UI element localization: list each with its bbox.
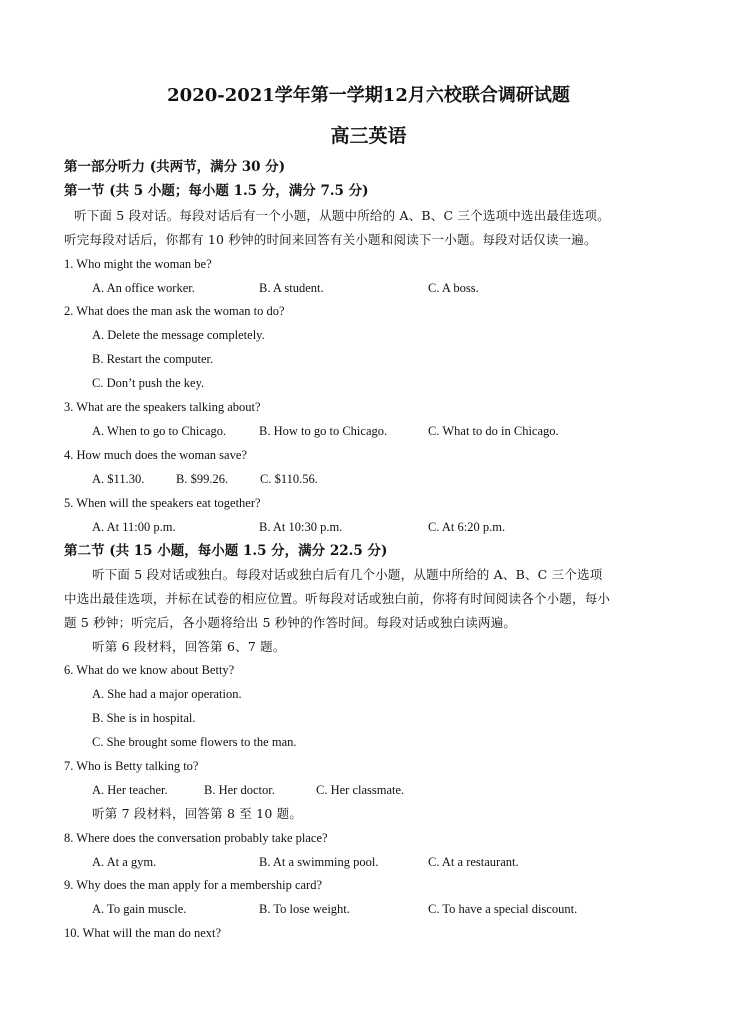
question-8-option-c: C. At a restaurant. xyxy=(428,855,519,869)
section1-heading: 第一节 (共 5 小题；每小题 1.5 分，满分 7.5 分) xyxy=(64,183,369,199)
exam-subtitle: 高三英语 xyxy=(330,125,407,147)
question-6-option-a: A. She had a major operation. xyxy=(92,687,242,701)
question-9-stem: 9. Why does the man apply for a membership card? xyxy=(64,878,323,892)
question-5-option-b: B. At 10:30 p.m. xyxy=(259,520,343,534)
question-3-stem: 3. What are the speakers talking about? xyxy=(64,400,261,414)
section2-instruction-2: 中选出最佳选项，并标在试卷的相应位置。听每段对话或独白前，你将有时间阅读各个小题，每小 xyxy=(64,591,611,606)
section2-heading: 第二节 (共 15 小题，每小题 1.5 分，满分 22.5 分) xyxy=(64,543,388,559)
question-4-option-c: C. $110.56. xyxy=(260,472,318,486)
question-5-stem: 5. When will the speakers eat together? xyxy=(64,496,261,510)
question-1-option-a: A. An office worker. xyxy=(92,281,195,295)
question-8-stem: 8. Where does the conversation probably take place? xyxy=(64,831,328,845)
question-1-option-c: C. A boss. xyxy=(428,281,479,295)
question-7-option-a: A. Her teacher. xyxy=(92,783,168,797)
question-2-option-a: A. Delete the message completely. xyxy=(92,328,265,342)
section2-instruction-3: 题 5 秒钟；听完后，各小题将给出 5 秒钟的作答时间。每段对话或独白读两遍。 xyxy=(64,615,517,630)
question-2-option-c: C. Don’t push the key. xyxy=(92,376,205,390)
question-4-stem: 4. How much does the woman save? xyxy=(64,448,247,462)
question-8-option-a: A. At a gym. xyxy=(92,855,157,869)
section1-instruction-1: 听下面 5 段对话。每段对话后有一个小题，从题中所给的 A、B、C 三个选项中选出最佳选项。 xyxy=(74,208,610,223)
question-1-stem: 1. Who might the woman be? xyxy=(64,257,212,271)
question-9-option-b: B. To lose weight. xyxy=(259,902,350,916)
question-9-option-c: C. To have a special discount. xyxy=(428,902,578,916)
question-3-option-b: B. How to go to Chicago. xyxy=(259,424,388,438)
material-6-note: 听第 6 段材料，回答第 6、7 题。 xyxy=(92,639,286,654)
question-7-option-c: C. Her classmate. xyxy=(316,783,405,797)
question-6-option-c: C. She brought some flowers to the man. xyxy=(92,735,297,749)
question-7-stem: 7. Who is Betty talking to? xyxy=(64,759,199,773)
section2-instruction-1: 听下面 5 段对话或独白。每段对话或独白后有几个小题，从题中所给的 A、B、C 三个选项 xyxy=(92,567,603,582)
question-5-option-c: C. At 6:20 p.m. xyxy=(428,520,506,534)
question-3-option-c: C. What to do in Chicago. xyxy=(428,424,559,438)
part1-heading: 第一部分听力 (共两节，满分 30 分) xyxy=(64,159,286,175)
question-5-option-a: A. At 11:00 p.m. xyxy=(92,520,176,534)
exam-title: 2020-2021学年第一学期12月六校联合调研试题 xyxy=(167,85,570,106)
question-10-stem: 10. What will the man do next? xyxy=(64,926,222,940)
question-8-option-b: B. At a swimming pool. xyxy=(259,855,379,869)
question-6-stem: 6. What do we know about Betty? xyxy=(64,663,235,677)
question-4-option-a: A. $11.30. xyxy=(92,472,145,486)
question-4-option-b: B. $99.26. xyxy=(176,472,229,486)
question-9-option-a: A. To gain muscle. xyxy=(92,902,187,916)
question-2-option-b: B. Restart the computer. xyxy=(92,352,214,366)
question-3-option-a: A. When to go to Chicago. xyxy=(92,424,227,438)
question-2-stem: 2. What does the man ask the woman to do? xyxy=(64,304,285,318)
question-7-option-b: B. Her doctor. xyxy=(204,783,275,797)
question-1-option-b: B. A student. xyxy=(259,281,324,295)
section1-instruction-2: 听完每段对话后，你都有 10 秒钟的时间来回答有关小题和阅读下一小题。每段对话仅读一遍。 xyxy=(64,232,597,247)
material-7-note: 听第 7 段材料，回答第 8 至 10 题。 xyxy=(92,806,303,821)
question-6-option-b: B. She is in hospital. xyxy=(92,711,196,725)
